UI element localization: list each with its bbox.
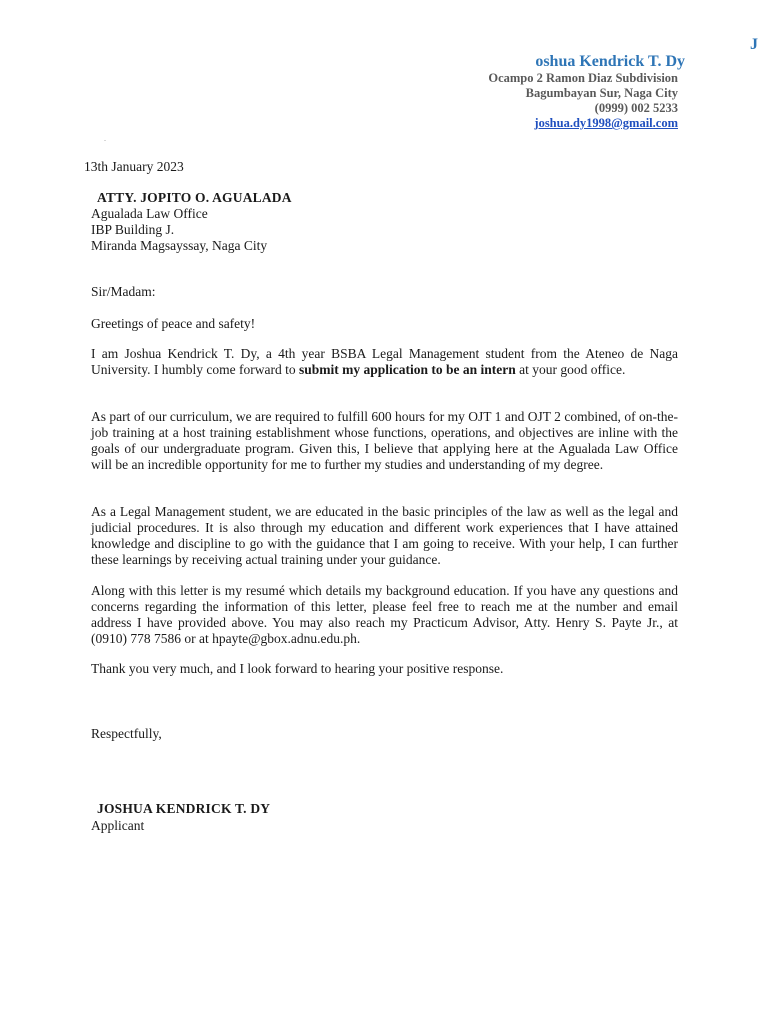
paragraph-thanks: Thank you very much, and I look forward to hearing your positive response.: [91, 661, 504, 676]
recipient-address: [91, 206, 267, 254]
paragraph-introduction-start: I am Joshua Kendrick T. Dy, a 4th year BSBA Legal Management student from the Ateneo de Naga University. I humbly come forward to: [91, 346, 678, 377]
recipient-line-1: Agualada Law Office: [91, 206, 208, 221]
greeting: Greetings of peace and safety!: [91, 316, 256, 331]
sender-address-line-1: Ocampo 2 Ramon Diaz Subdivision: [488, 71, 678, 85]
sender-name: oshua Kendrick T. Dy: [535, 53, 685, 70]
paragraph-introduction-emphasis: submit my application to be an intern: [298, 362, 516, 377]
recipient-line-2: IBP Building J.: [91, 222, 175, 237]
salutation: Sir/Madam:: [91, 284, 156, 299]
signature-name: JOSHUA KENDRICK T. DY: [97, 801, 271, 816]
sender-email-link[interactable]: joshua.dy1998@gmail.com: [534, 116, 678, 130]
sender-phone: (0999) 002 5233: [594, 101, 678, 115]
paragraph-education: As a Legal Management student, we are educated in the basic principles of the law as well as the legal and judicial procedures. It is also through my education and different work experiences that I have attained knowledge and discipline to go with the guidance that I am going to receive. With your help, I can further these learnings by receiving actual training under your guidance.: [91, 504, 678, 567]
header-initial: J: [750, 36, 758, 53]
paragraph-curriculum: As part of our curriculum, we are required to fulfill 600 hours for my OJT 1 and OJT 2 combined, of on-the-job training at a host training establishment whose functions, operations, and objectives are inline with the goals of our undergraduate program. Given this, I believe that applying here at the Agualada Law Office will be an incredible opportunity for me to further my studies and understanding of my degree.: [91, 409, 678, 472]
paragraph-introduction-end: at your good office.: [515, 362, 626, 377]
closing: Respectfully,: [91, 726, 162, 741]
recipient-name: ATTY. JOPITO O. AGUALADA: [97, 190, 292, 205]
sender-contact-block: [488, 71, 678, 131]
recipient-line-3: Miranda Magsayssay, Naga City: [91, 238, 268, 253]
signature-title: Applicant: [91, 818, 145, 833]
sender-address-line-2: Bagumbayan Sur, Naga City: [525, 86, 678, 100]
letter-date: 13th January 2023: [84, 159, 184, 174]
stray-mark: .: [104, 134, 106, 143]
paragraph-introduction: [91, 346, 678, 378]
paragraph-resume: Along with this letter is my resumé which details my background education. If you have any questions and concerns regarding the information of this letter, please feel free to reach me at the number and email address I have provided above. You may also reach my Practicum Advisor, Atty. Henry S. Payte Jr., at (0910) 778 7586 or at hpayte@gbox.adnu.edu.ph.: [91, 583, 678, 646]
